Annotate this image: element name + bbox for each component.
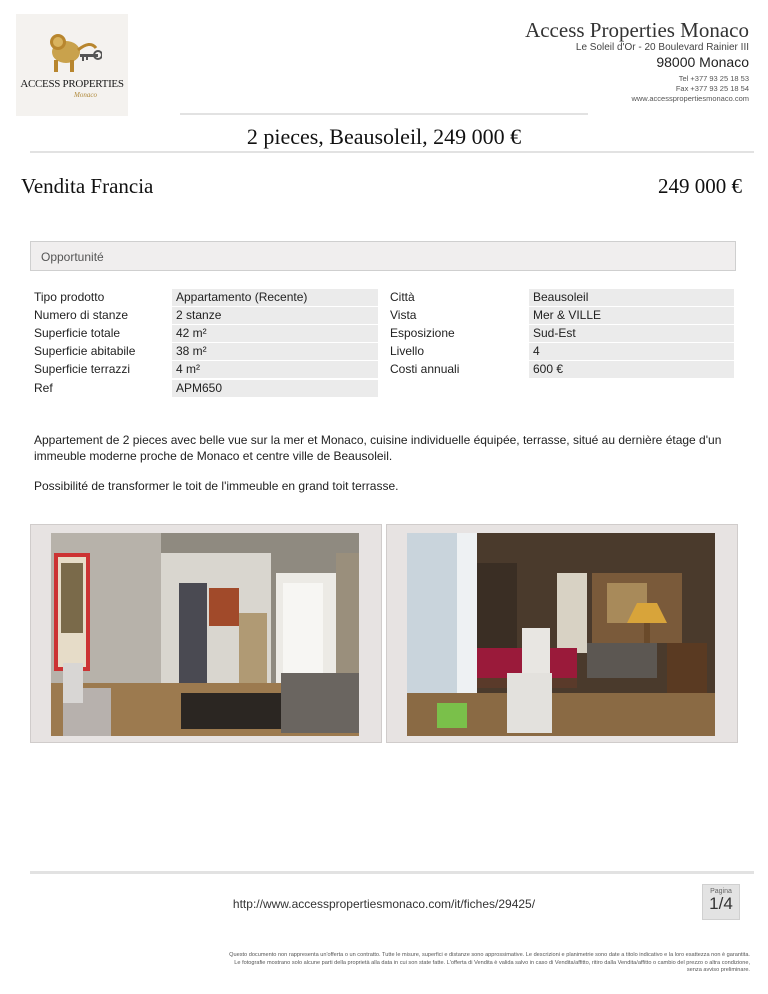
description-paragraph: Appartement de 2 pieces avec belle vue sur la mer et Monaco, cuisine individuelle équipée, terrasse, situé au dernière étage d'un immeuble moderne proche de Monaco et centre ville de Beausoleil. (34, 433, 722, 463)
spec-label: Vista (390, 308, 417, 322)
disclaimer-line: senza avviso preliminare. (686, 967, 750, 973)
disclaimer (110, 952, 750, 975)
spec-label: Livello (390, 344, 425, 358)
spec-label: Città (390, 290, 415, 304)
sale-price: 249 000 € (658, 174, 742, 198)
spec-value: Beausoleil (529, 289, 734, 306)
spec-value: Mer & VILLE (529, 307, 734, 324)
living-room-photo[interactable] (51, 533, 359, 736)
spec-value: 600 € (529, 361, 734, 378)
spec-value: Appartamento (Recente) (172, 289, 378, 306)
footer-divider (30, 871, 754, 874)
spec-label: Superficie abitabile (34, 344, 136, 358)
agency-fax: Fax +377 93 25 18 54 (675, 84, 749, 93)
spec-label: Superficie terrazzi (34, 362, 131, 376)
agency-name: Access Properties Monaco (525, 18, 749, 42)
logo-text: ACCESS PROPERTIES (20, 78, 124, 90)
section-title: Opportunité (41, 250, 104, 264)
description-paragraph: Possibilité de transformer le toit de l'immeuble en grand toit terrasse. (34, 479, 399, 493)
spec-label: Ref (34, 381, 53, 395)
spec-value: 2 stanze (172, 307, 378, 324)
agency-info (525, 18, 749, 104)
section-header (30, 241, 736, 271)
agency-city: 98000 Monaco (656, 54, 749, 70)
spec-value: 4 (529, 343, 734, 360)
disclaimer-line: Questo documento non rappresenta un'offerta o un contratto. Tutte le misure, superfici e distanze sono approssimative. Le descrizioni e planimetrie sono date a titolo indicativo e la loro esattezza non è garantita. (229, 952, 750, 958)
disclaimer-line: Le fotografie mostrano solo alcune parti della proprietà alla data in cui son state fatte. L'offerta di Vendita è valida salvo in caso di Vendita/affitto, ritiro dalla Vendita/affitto o cambio del prezzo o altra condizione, (234, 959, 750, 966)
agency-website[interactable]: www.accesspropertiesmonaco.com (631, 94, 749, 103)
logo-subtext: Monaco (74, 91, 97, 99)
agency-tel: Tel +377 93 25 18 53 (678, 74, 749, 83)
agency-address: Le Soleil d'Or - 20 Boulevard Rainier III (575, 42, 749, 53)
agency-logo (16, 14, 128, 116)
header-divider (180, 113, 588, 115)
spec-value: Sud-Est (529, 325, 734, 342)
photo-frame (30, 524, 382, 743)
listing-url[interactable]: http://www.accesspropertiesmonaco.com/it/fiches/29425/ (232, 897, 536, 911)
spec-label: Numero di stanze (34, 308, 129, 322)
photo-frame (386, 524, 738, 743)
spec-label: Tipo prodotto (34, 290, 105, 304)
page-indicator (702, 884, 740, 920)
lion-key-icon (46, 30, 102, 74)
listing-title: 2 pieces, Beausoleil, 249 000 € (246, 124, 522, 149)
page-label: Pagina (710, 888, 732, 895)
sale-type: Vendita Francia (21, 174, 154, 198)
spec-value: APM650 (172, 380, 378, 397)
title-divider (30, 151, 754, 153)
page-number: 1/4 (709, 894, 733, 913)
spec-value: 38 m² (172, 343, 378, 360)
dining-room-photo[interactable] (407, 533, 715, 736)
spec-value: 42 m² (172, 325, 378, 342)
spec-label: Costi annuali (390, 362, 460, 376)
spec-value: 4 m² (172, 361, 378, 378)
spec-label: Esposizione (390, 326, 455, 340)
spec-label: Superficie totale (34, 326, 121, 340)
